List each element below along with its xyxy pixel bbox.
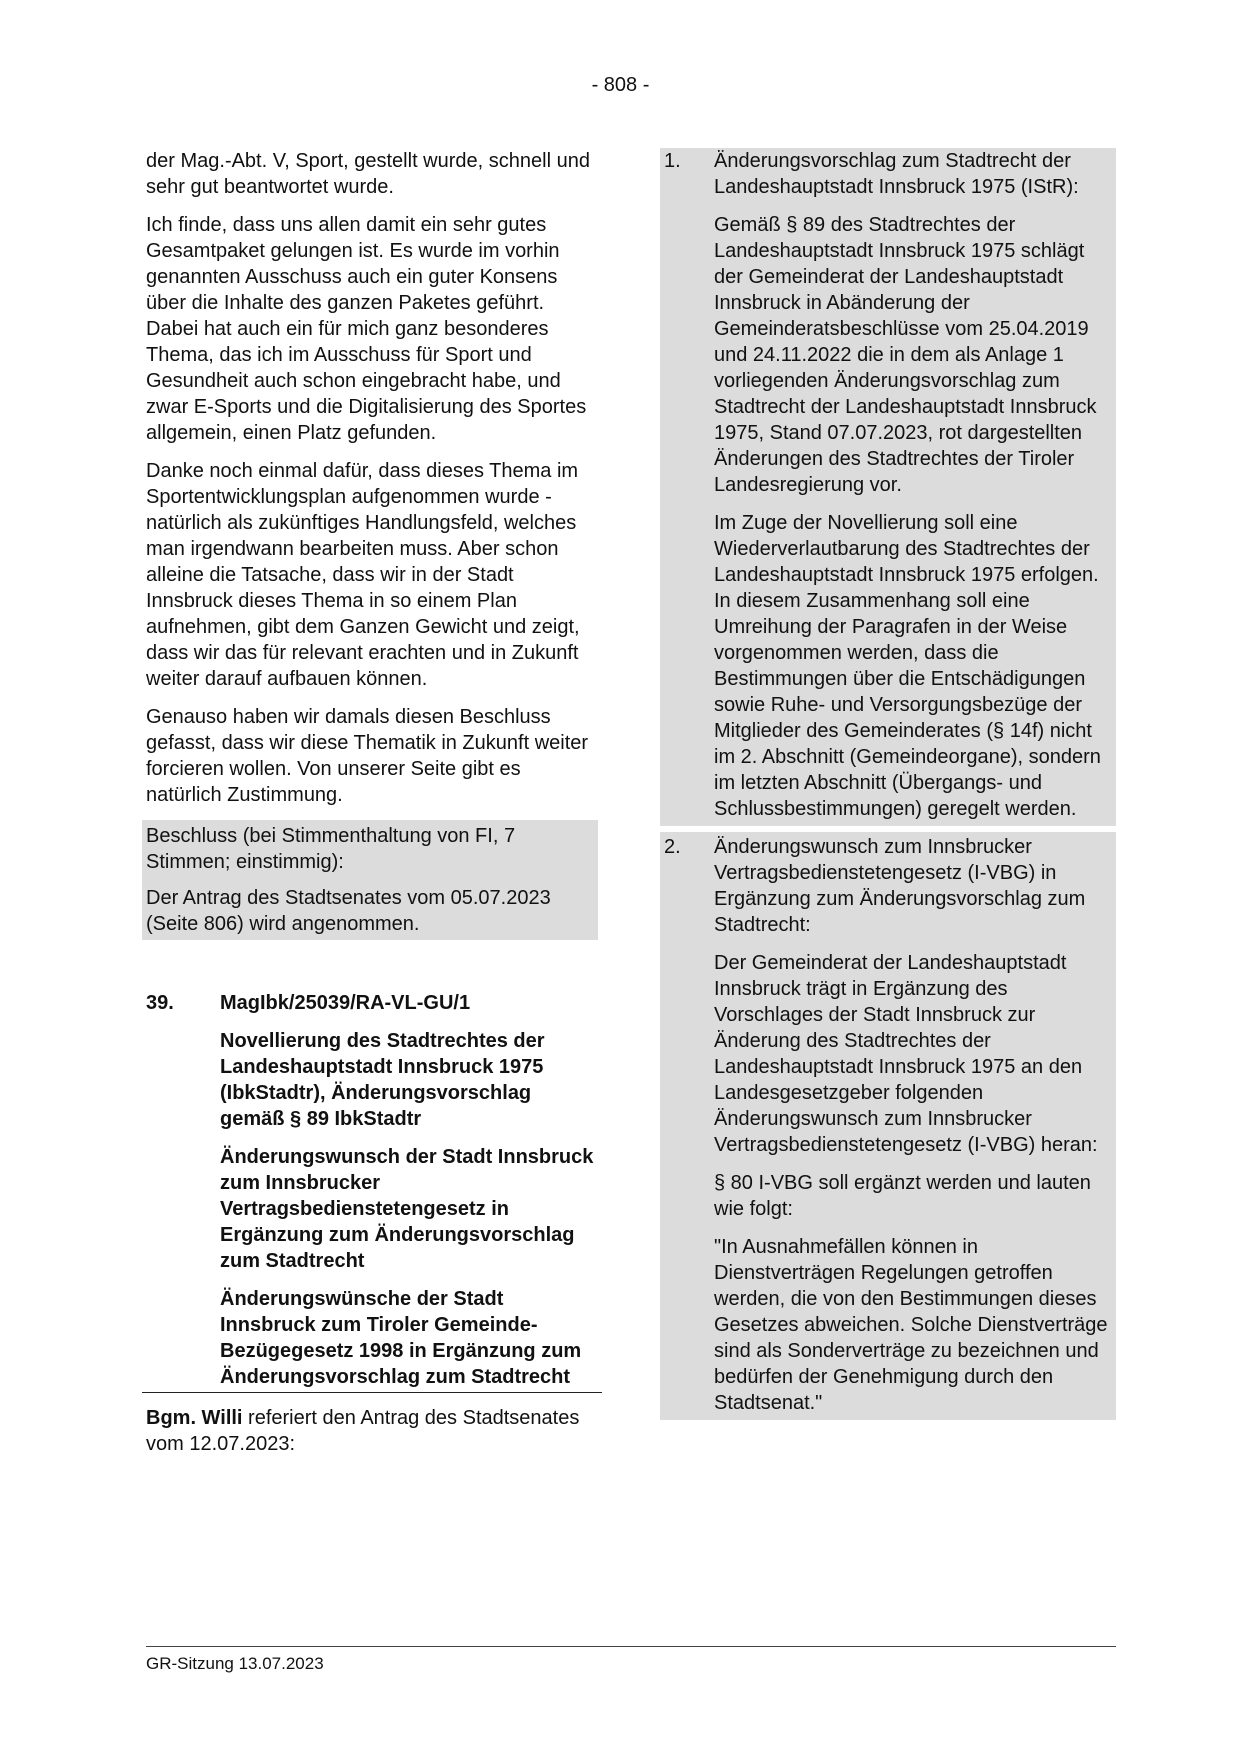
right-column xyxy=(664,148,1116,1420)
list-heading: Änderungsvorschlag zum Stadtrecht der Landeshauptstadt Innsbruck 1975 (IStR): xyxy=(714,150,1079,198)
proposal-block-1 xyxy=(660,148,1116,826)
footer-text: GR-Sitzung 13.07.2023 xyxy=(146,1654,324,1673)
agenda-item-number: 39. xyxy=(146,992,174,1014)
left-column xyxy=(146,148,598,1469)
paragraph: Genauso haben wir damals diesen Beschluss gefasst, dass wir diese Thematik in Zukunft weiter forcieren wollen. Von unserer Seite gibt es natürlich Zustimmung. xyxy=(146,706,589,806)
list-heading: Änderungswunsch zum Innsbrucker Vertragsbedienstetengesetz (I-VBG) in Ergänzung zum Änderungsvorschlag zum Stadtrecht: xyxy=(714,836,1086,936)
paragraph: Ich finde, dass uns allen damit ein sehr gutes Gesamtpaket gelungen ist. Es wurde im vorhin genannten Ausschuss auch ein guter Konsens über die Inhalte des ganzen Paketes geführt. Dabei hat auch ein für mich ganz besonderes Thema, das ich im Ausschuss für Sport und Gesundheit auch schon eingebracht habe, und zwar E-Sports und die Digitalisierung des Sportes allgemein, einen Platz gefunden. xyxy=(146,214,587,444)
paragraph: der Mag.-Abt. V, Sport, gestellt wurde, schnell und sehr gut beantwortet wurde. xyxy=(146,150,590,198)
agenda-item-title: Änderungswunsch der Stadt Innsbruck zum Innsbrucker Vertragsbedienstetengesetz in Ergänzung zum Änderungsvorschlag zum Stadtrecht xyxy=(220,1146,594,1272)
divider xyxy=(142,1392,602,1393)
decision-line: Der Antrag des Stadtsenates vom 05.07.2023 (Seite 806) wird angenommen. xyxy=(146,887,551,935)
speaker-name: Bgm. Willi xyxy=(146,1407,243,1429)
paragraph: Im Zuge der Novellierung soll eine Wiederverlautbarung des Stadtrechtes der Landeshauptstadt Innsbruck 1975 erfolgen. In diesem Zusammenhang soll eine Umreihung der Paragrafen in der Weise vorgenommen werden, dass die Bestimmungen über die Entschädigungen sowie Ruhe- und Versorgungsbezüge der Mitglieder des Gemeinderates (§ 14f) nicht im 2. Abschnitt (Gemeindeorgane), sondern im letzten Abschnitt (Übergangs- und Schlussbestimmungen) geregelt werden. xyxy=(714,512,1101,820)
footer-divider xyxy=(146,1646,1116,1647)
list-number: 2. xyxy=(664,836,681,858)
paragraph: Danke noch einmal dafür, dass dieses Thema im Sportentwicklungsplan aufgenommen wurde - natürlich als zukünftiges Handlungsfeld, welches man irgendwann bearbeiten muss. Aber schon alleine die Tatsache, dass wir in der Stadt Innsbruck dieses Thema in so einem Plan aufnehmen, gibt dem Ganzen Gewicht und zeigt, dass wir das für relevant erachten und in Zukunft weiter darauf aufbauen können. xyxy=(146,460,580,690)
agenda-item-reference: MagIbk/25039/RA-VL-GU/1 xyxy=(220,992,471,1014)
paragraph: Der Gemeinderat der Landeshauptstadt Innsbruck trägt in Ergänzung des Vorschlages der Stadt Innsbruck zur Änderung des Stadtrechtes der Landeshauptstadt Innsbruck 1975 an den Landesgesetzgeber folgenden Änderungswunsch zum Innsbrucker Vertragsbedienstetengesetz (I-VBG) heran: xyxy=(714,952,1098,1156)
page-number: - 808 - xyxy=(591,74,650,96)
speaker-text: referiert den Antrag des Stadtsenates vom 12.07.2023: xyxy=(146,1407,580,1455)
speaker-paragraph xyxy=(146,1405,598,1457)
list-number: 1. xyxy=(664,150,681,172)
decision-line: Beschluss (bei Stimmenthaltung von FI, 7 Stimmen; einstimmig): xyxy=(146,825,516,873)
agenda-item-title: Novellierung des Stadtrechtes der Landeshauptstadt Innsbruck 1975 (IbkStadtr), Änderungsvorschlag gemäß § 89 IbkStadtr xyxy=(220,1030,545,1130)
agenda-item-title: Änderungswünsche der Stadt Innsbruck zum Tiroler Gemeinde-Bezügegesetz 1998 in Ergänzung zum Änderungsvorschlag zum Stadtrecht xyxy=(220,1288,582,1388)
proposal-block-2 xyxy=(660,832,1116,1420)
decision-box xyxy=(142,820,598,940)
paragraph: Gemäß § 89 des Stadtrechtes der Landeshauptstadt Innsbruck 1975 schlägt der Gemeinderat der Landeshauptstadt Innsbruck in Abänderung der Gemeinderatsbeschlüsse vom 25.04.2019 und 24.11.2022 die in dem als Anlage 1 vorliegenden Änderungsvorschlag zum Stadtrecht der Landeshauptstadt Innsbruck 1975, Stand 07.07.2023, rot dargestellten Änderungen des Stadtrechtes der Tiroler Landesregierung vor. xyxy=(714,214,1097,496)
agenda-item xyxy=(146,990,598,1390)
paragraph: § 80 I-VBG soll ergänzt werden und lauten wie folgt: xyxy=(714,1172,1091,1220)
paragraph: "In Ausnahmefällen können in Dienstverträgen Regelungen getroffen werden, die von den Bestimmungen dieses Gesetzes abweichen. Solche Dienstverträge sind als Sonderverträge zu bezeichnen und bedürfen der Genehmigung durch den Stadtsenat." xyxy=(714,1236,1108,1414)
